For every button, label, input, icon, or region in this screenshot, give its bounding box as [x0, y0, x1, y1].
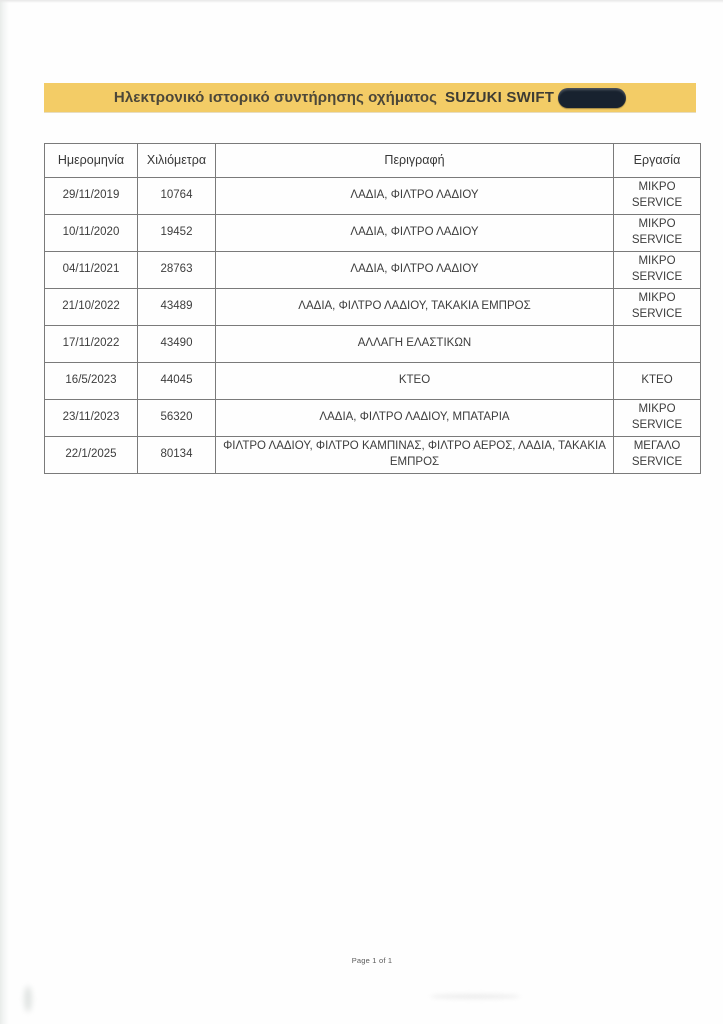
- work-cell: ΜΕΓΑΛΟ SERVICE: [614, 437, 701, 474]
- table-row: [45, 289, 701, 326]
- date-cell: 29/11/2019: [45, 178, 138, 215]
- table-body: [45, 178, 701, 474]
- table-row: [45, 215, 701, 252]
- work-cell: [614, 326, 701, 363]
- page-footer: Page 1 of 1: [351, 956, 393, 965]
- scan-smudge-artifact: [430, 994, 520, 999]
- table-row: [45, 178, 701, 215]
- kilometers-cell: 56320: [138, 400, 216, 437]
- work-cell: ΜΙΚΡΟ SERVICE: [614, 289, 701, 326]
- scan-edge-artifact: [0, 0, 9, 1024]
- date-cell: 22/1/2025: [45, 437, 138, 474]
- description-cell: ΛΑΔΙΑ, ΦΙΛΤΡΟ ΛΑΔΙΟΥ: [216, 252, 614, 289]
- column-header-description: Περιγραφή: [216, 144, 614, 178]
- description-cell: ΑΛΛΑΓΗ ΕΛΑΣΤΙΚΩΝ: [216, 326, 614, 363]
- date-cell: 16/5/2023: [45, 363, 138, 400]
- vehicle-model: SUZUKI SWIFT: [445, 89, 555, 106]
- column-header-date: Ημερομηνία: [45, 144, 138, 178]
- redaction-box: [558, 88, 626, 108]
- date-cell: 17/11/2022: [45, 326, 138, 363]
- description-cell: ΚΤΕΟ: [216, 363, 614, 400]
- table-row: [45, 363, 701, 400]
- page-title: Ηλεκτρονικό ιστορικό συντήρησης οχήματος: [113, 89, 438, 106]
- table-header-row: [45, 144, 701, 178]
- title-bar: [44, 83, 696, 112]
- description-cell: ΛΑΔΙΑ, ΦΙΛΤΡΟ ΛΑΔΙΟΥ, ΤΑΚΑΚΙΑ ΕΜΠΡΟΣ: [216, 289, 614, 326]
- table-row: [45, 326, 701, 363]
- table-header: [45, 144, 701, 178]
- maintenance-table: [44, 143, 701, 474]
- work-cell: ΚΤΕΟ: [614, 363, 701, 400]
- kilometers-cell: 43489: [138, 289, 216, 326]
- table-row: [45, 252, 701, 289]
- table-row: [45, 400, 701, 437]
- scan-edge-artifact: [0, 0, 723, 3]
- column-header-kilometers: Χιλιόμετρα: [138, 144, 216, 178]
- description-cell: ΦΙΛΤΡΟ ΛΑΔΙΟΥ, ΦΙΛΤΡΟ ΚΑΜΠΙΝΑΣ, ΦΙΛΤΡΟ ΑΕΡΟΣ, ΛΑΔΙΑ, ΤΑΚΑΚΙΑ ΕΜΠΡΟΣ: [216, 437, 614, 474]
- kilometers-cell: 10764: [138, 178, 216, 215]
- table-row: [45, 437, 701, 474]
- work-cell: ΜΙΚΡΟ SERVICE: [614, 400, 701, 437]
- kilometers-cell: 19452: [138, 215, 216, 252]
- kilometers-cell: 80134: [138, 437, 216, 474]
- date-cell: 23/11/2023: [45, 400, 138, 437]
- column-header-work: Εργασία: [614, 144, 701, 178]
- kilometers-cell: 43490: [138, 326, 216, 363]
- work-cell: ΜΙΚΡΟ SERVICE: [614, 178, 701, 215]
- description-cell: ΛΑΔΙΑ, ΦΙΛΤΡΟ ΛΑΔΙΟΥ: [216, 215, 614, 252]
- date-cell: 04/11/2021: [45, 252, 138, 289]
- date-cell: 21/10/2022: [45, 289, 138, 326]
- description-cell: ΛΑΔΙΑ, ΦΙΛΤΡΟ ΛΑΔΙΟΥ: [216, 178, 614, 215]
- kilometers-cell: 28763: [138, 252, 216, 289]
- date-cell: 10/11/2020: [45, 215, 138, 252]
- work-cell: ΜΙΚΡΟ SERVICE: [614, 215, 701, 252]
- work-cell: ΜΙΚΡΟ SERVICE: [614, 252, 701, 289]
- scan-smudge-artifact: [24, 986, 32, 1012]
- description-cell: ΛΑΔΙΑ, ΦΙΛΤΡΟ ΛΑΔΙΟΥ, ΜΠΑΤΑΡΙΑ: [216, 400, 614, 437]
- kilometers-cell: 44045: [138, 363, 216, 400]
